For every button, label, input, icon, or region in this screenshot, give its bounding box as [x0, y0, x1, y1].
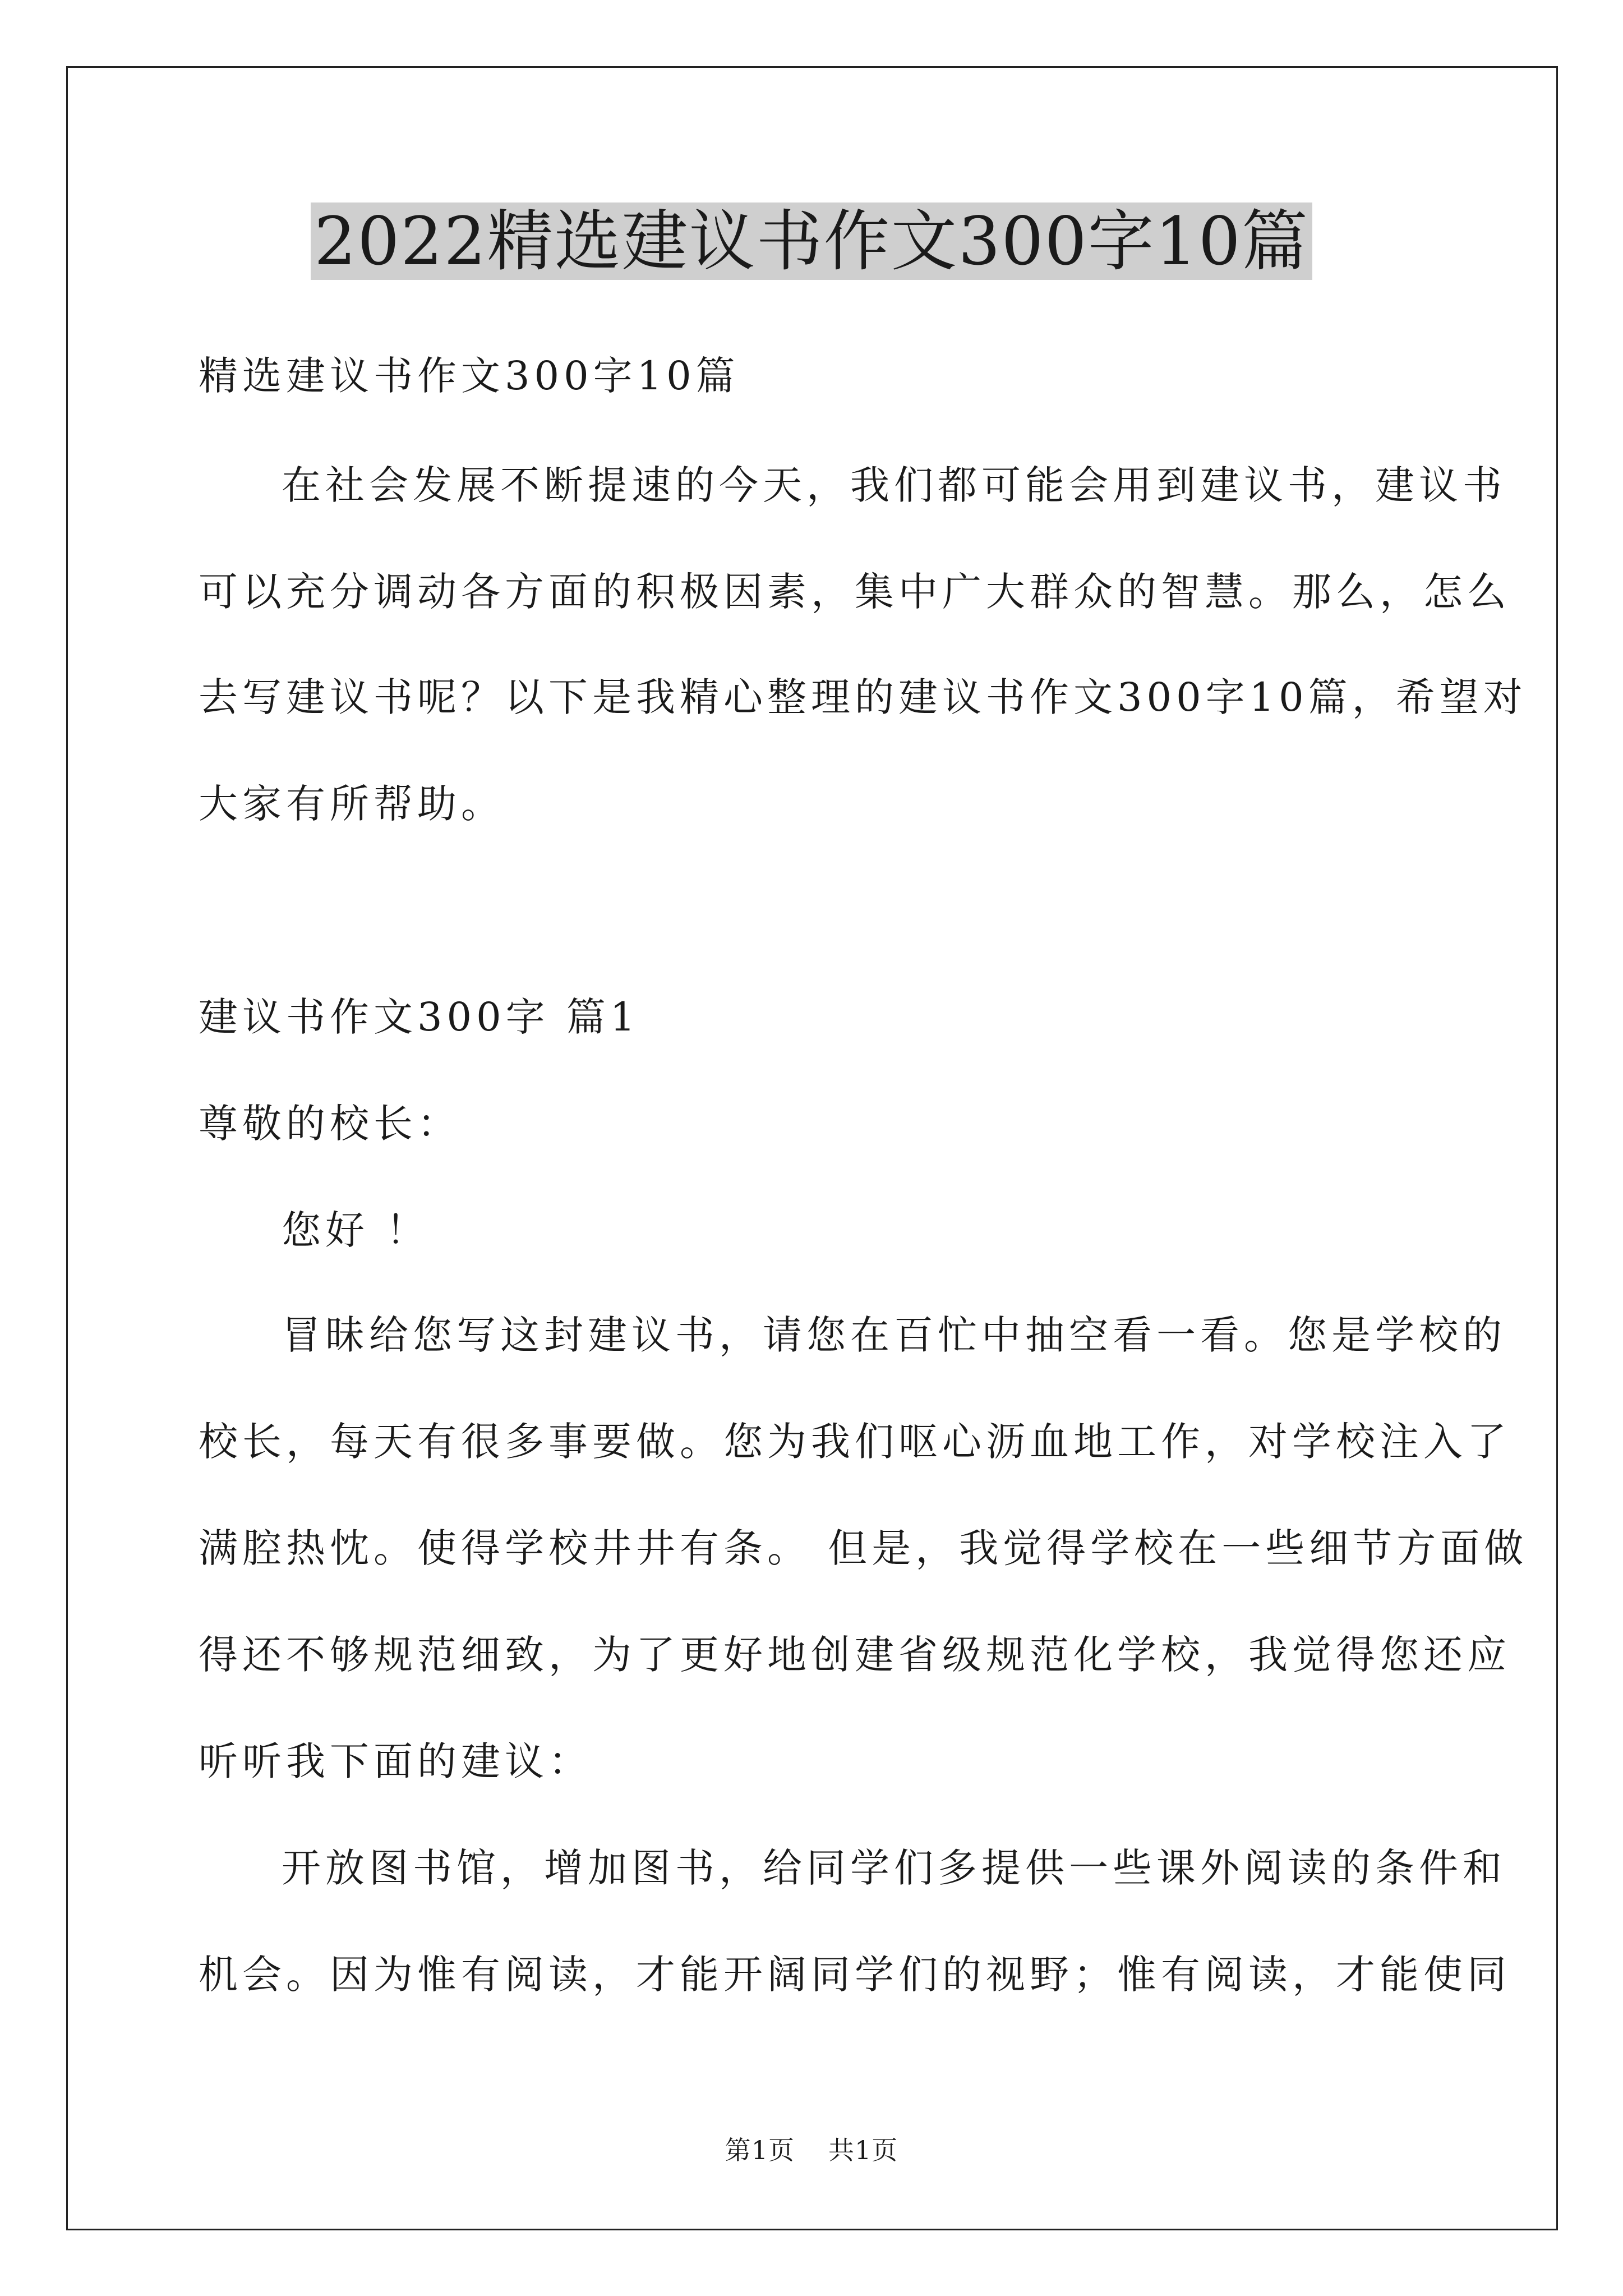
paragraph-line: 校长，每天有很多事要做。您为我们呕心沥血地工作，对学校注入了 — [199, 1419, 1511, 1465]
paragraph-line: 大家有所帮助。 — [199, 781, 505, 827]
document-title-text: 2022精选建议书作文300字10篇 — [311, 203, 1312, 280]
paragraph-line: 听听我下面的建议： — [199, 1738, 592, 1784]
paragraph-line: 得还不够规范细致，为了更好地创建省级规范化学校，我觉得您还应 — [199, 1632, 1511, 1678]
page-footer — [0, 2134, 1623, 2166]
subtitle-line: 精选建议书作文300字10篇 — [199, 353, 740, 399]
paragraph-line: 开放图书馆，增加图书，给同学们多提供一些课外阅读的条件和 — [282, 1845, 1506, 1891]
salutation-line: 尊敬的校长： — [199, 1101, 461, 1147]
section-heading: 建议书作文300字 篇1 — [199, 994, 640, 1040]
greeting-line: 您好 ！ — [282, 1207, 430, 1253]
paragraph-line: 机会。因为惟有阅读，才能开阔同学们的视野；惟有阅读，才能使同 — [199, 1952, 1511, 1998]
page-total: 共1页 — [828, 2135, 898, 2165]
paragraph-line: 去写建议书呢？以下是我精心整理的建议书作文300字10篇，希望对 — [199, 674, 1527, 720]
paragraph-line: 满腔热忱。使得学校井井有条。 但是，我觉得学校在一些细节方面做 — [199, 1525, 1528, 1571]
paragraph-line: 在社会发展不断提速的今天，我们都可能会用到建议书，建议书 — [282, 462, 1506, 508]
document-title — [0, 202, 1623, 280]
page-number: 第1页 — [725, 2135, 795, 2165]
paragraph-line: 可以充分调动各方面的积极因素，集中广大群众的智慧。那么，怎么 — [199, 569, 1511, 615]
paragraph-line: 冒昧给您写这封建议书，请您在百忙中抽空看一看。您是学校的 — [282, 1312, 1506, 1358]
